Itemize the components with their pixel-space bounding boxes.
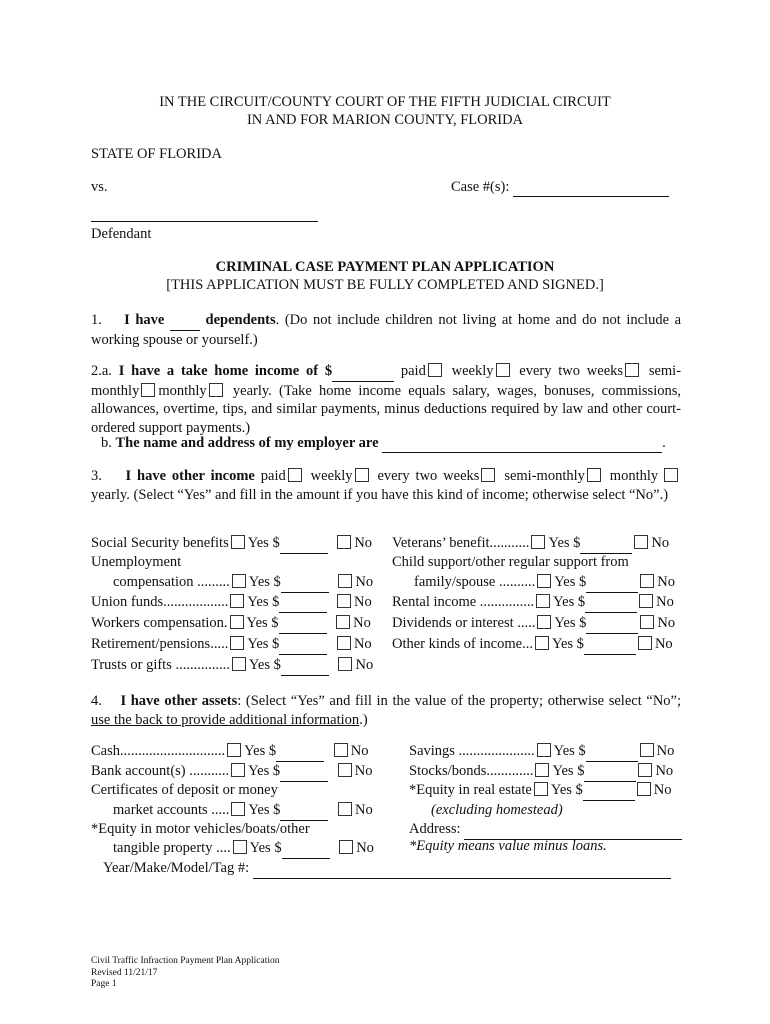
asset-label: Stocks/bonds............. <box>409 763 534 779</box>
asset-real-estate <box>409 781 672 800</box>
q2-weekly-checkbox[interactable] <box>428 363 442 377</box>
q4-note: : (Select “Yes” and fill in the value of the property; otherwise select “No”; <box>237 693 681 709</box>
yes-label: Yes $ <box>554 574 587 590</box>
q4-back-note: use the back to provide additional information <box>91 711 360 728</box>
asset-label: *Equity in motor vehicles/boats/other <box>91 821 310 837</box>
yes-checkbox[interactable] <box>531 535 545 549</box>
no-checkbox[interactable] <box>639 594 653 608</box>
q3-monthly-label: monthly <box>609 468 659 484</box>
state-label: STATE OF FLORIDA <box>91 146 222 162</box>
no-label: No <box>656 594 674 610</box>
yes-checkbox[interactable] <box>231 763 245 777</box>
asset-certificates-label <box>91 781 278 800</box>
q2-every-two-weeks-label: every two weeks <box>519 363 624 379</box>
income-label: Other kinds of income... <box>392 636 533 652</box>
footer-form-name: Civil Traffic Infraction Payment Plan Application <box>91 956 280 966</box>
q4-number: 4. <box>91 693 102 709</box>
income-label: Veterans’ benefit........... <box>392 535 530 551</box>
yes-checkbox[interactable] <box>232 574 246 588</box>
yes-label: Yes $ <box>247 636 280 652</box>
amount-blank[interactable] <box>586 614 638 634</box>
q2-semi-label: semi- <box>648 363 682 379</box>
yes-checkbox[interactable] <box>535 636 549 650</box>
form-subtitle: [THIS APPLICATION MUST BE FULLY COMPLETED AND SIGNED.] <box>166 277 604 293</box>
no-checkbox[interactable] <box>637 782 651 796</box>
amount-blank[interactable] <box>279 614 327 634</box>
amount-blank[interactable] <box>584 762 636 782</box>
q1-note: . (Do not include children not living at home and do not include a working spouse or yourself.) <box>91 312 682 348</box>
income-dividends-interest <box>392 614 675 633</box>
q3-note: (Select “Yes” and fill in the amount if you have this kind of income; otherwise select “No”.) <box>133 486 669 503</box>
yes-label: Yes $ <box>554 615 587 631</box>
no-label: No <box>354 535 373 551</box>
no-checkbox[interactable] <box>338 657 352 671</box>
yes-label: Yes $ <box>550 782 583 798</box>
q3-weekly-label: weekly <box>310 468 353 484</box>
asset-label: tangible property .... <box>113 840 231 856</box>
no-label: No <box>354 763 373 779</box>
q2-number: 2.a. <box>91 363 112 379</box>
no-checkbox[interactable] <box>334 743 348 757</box>
q2-monthly-label: monthly <box>158 382 207 399</box>
no-label: No <box>355 574 374 590</box>
q3-yearly-checkbox[interactable] <box>664 468 678 482</box>
asset-savings <box>409 742 674 761</box>
yes-label: Yes $ <box>247 594 280 610</box>
income-label: Unemployment <box>91 554 182 570</box>
income-union-funds <box>91 593 372 612</box>
amount-blank[interactable] <box>276 742 324 762</box>
yes-checkbox[interactable] <box>231 535 245 549</box>
no-checkbox[interactable] <box>336 615 350 629</box>
take-home-income-blank[interactable] <box>332 362 394 382</box>
asset-label: Certificates of deposit or money <box>91 782 278 798</box>
income-unemployment-compensation <box>113 573 373 592</box>
question-4 <box>91 692 681 729</box>
income-label: Union funds.................. <box>91 594 229 610</box>
asset-label: Cash............................. <box>91 743 226 759</box>
income-child-support-label <box>392 553 629 572</box>
court-header-line2: IN AND FOR MARION COUNTY, FLORIDA <box>246 112 524 128</box>
amount-blank[interactable] <box>280 534 328 554</box>
no-label: No <box>355 657 374 673</box>
no-label: No <box>657 574 675 590</box>
income-label: Dividends or interest ..... <box>392 615 536 631</box>
yes-label: Yes $ <box>248 657 281 673</box>
question-3 <box>91 467 681 504</box>
q2-yearly-label: yearly. <box>232 382 272 399</box>
q1-number: 1. <box>91 312 102 328</box>
no-label: No <box>353 636 372 652</box>
footer-page-number: Page 1 <box>91 979 117 989</box>
no-label: No <box>354 802 373 818</box>
asset-bank-accounts <box>91 762 372 781</box>
no-label: No <box>657 615 676 631</box>
vehicle-details-field <box>103 859 671 878</box>
q2b-text: The name and address of my employer are <box>115 435 379 451</box>
no-checkbox[interactable] <box>339 840 353 854</box>
q2-note: (Take home income equals salary, wages, bonuses, commissions, allowances, overtime, tips, and similar payments, minus deductions required by law and other court-ordered support payments.) <box>91 382 681 436</box>
q2-weekly-label: weekly <box>451 363 494 379</box>
no-checkbox[interactable] <box>638 636 652 650</box>
yes-label: Yes $ <box>248 763 281 779</box>
asset-tangible-property <box>113 839 374 858</box>
defendant-name-blank[interactable] <box>91 205 318 222</box>
yes-checkbox[interactable] <box>232 657 246 671</box>
no-label: No <box>655 763 674 779</box>
amount-blank[interactable] <box>584 635 636 655</box>
yes-checkbox[interactable] <box>230 615 244 629</box>
q3-paid-label: paid <box>260 468 286 484</box>
no-label: No <box>350 743 369 759</box>
asset-motor-vehicles-label <box>91 820 310 839</box>
no-checkbox[interactable] <box>337 535 351 549</box>
excluding-homestead-note: (excluding homestead) <box>431 802 563 818</box>
yes-label: Yes $ <box>248 802 281 818</box>
income-label: family/spouse .......... <box>414 574 536 590</box>
footer-revised: Revised 11/21/17 <box>91 967 158 978</box>
address-label: Address: <box>409 821 461 837</box>
income-label: Workers compensation. <box>91 615 228 631</box>
yes-checkbox[interactable] <box>537 615 551 629</box>
question-2b <box>101 435 666 453</box>
income-trusts-gifts <box>91 656 373 675</box>
q3-yearly-label: yearly. <box>91 486 130 503</box>
income-label: Rental income ............... <box>392 594 535 610</box>
amount-blank[interactable] <box>281 573 329 593</box>
no-label: No <box>654 636 673 652</box>
q3-every-two-weeks-checkbox[interactable] <box>355 468 369 482</box>
q2b-end: . <box>662 435 666 451</box>
yes-label: Yes $ <box>246 615 279 631</box>
income-social-security <box>91 534 372 553</box>
yes-checkbox[interactable] <box>227 743 241 757</box>
yes-checkbox[interactable] <box>536 594 550 608</box>
no-checkbox[interactable] <box>338 574 352 588</box>
q2-monthly-checkbox[interactable] <box>141 383 155 397</box>
asset-label: Savings ..................... <box>409 743 535 759</box>
income-unemployment-label <box>91 553 181 572</box>
yes-label: Yes $ <box>553 594 586 610</box>
amount-blank[interactable] <box>585 593 637 613</box>
q2-yearly-checkbox[interactable] <box>209 383 223 397</box>
q2-semimonthly-checkbox[interactable] <box>625 363 639 377</box>
no-checkbox[interactable] <box>634 535 648 549</box>
no-label: No <box>353 594 372 610</box>
amount-blank[interactable] <box>279 593 327 613</box>
q3-weekly-checkbox[interactable] <box>288 468 302 482</box>
form-title: CRIMINAL CASE PAYMENT PLAN APPLICATION <box>215 259 555 275</box>
defendant-label: Defendant <box>91 226 152 242</box>
yes-label: Yes $ <box>249 840 282 856</box>
no-label: No <box>651 535 670 551</box>
no-checkbox[interactable] <box>337 594 351 608</box>
dependents-count-blank[interactable] <box>170 311 200 331</box>
q3-every-two-weeks-label: every two weeks <box>377 468 480 484</box>
q2-paid-label: paid <box>400 363 426 379</box>
q4-lead: I have other assets <box>120 693 238 709</box>
amount-blank[interactable] <box>583 781 635 801</box>
income-label: compensation ......... <box>113 574 230 590</box>
income-label: Trusts or gifts ............... <box>91 657 230 673</box>
q2-semimonthly-cont: monthly <box>91 382 140 399</box>
employer-name-address-blank[interactable] <box>382 435 662 453</box>
q1-lead: I have <box>124 312 165 328</box>
asset-market-accounts <box>113 801 373 820</box>
q2b-label: b. <box>101 435 112 451</box>
no-checkbox[interactable] <box>338 763 352 777</box>
q3-semimonthly-label: semi-monthly <box>504 468 585 484</box>
q3-number: 3. <box>91 468 102 484</box>
amount-blank[interactable] <box>586 573 638 593</box>
no-label: No <box>653 782 672 798</box>
no-checkbox[interactable] <box>337 636 351 650</box>
yes-label: Yes $ <box>553 743 586 759</box>
q3-lead: I have other income <box>125 468 255 484</box>
equity-definition-note: *Equity means value minus loans. <box>409 838 607 854</box>
no-label: No <box>356 840 374 856</box>
income-label: Social Security benefits <box>91 535 229 551</box>
income-family-spouse <box>414 573 675 592</box>
no-checkbox[interactable] <box>338 802 352 816</box>
case-number-label: Case #(s): <box>451 179 510 195</box>
q3-monthly-checkbox[interactable] <box>587 468 601 482</box>
asset-stocks-bonds <box>409 762 673 781</box>
yes-checkbox[interactable] <box>534 782 548 796</box>
q3-semimonthly-checkbox[interactable] <box>481 468 495 482</box>
yes-checkbox[interactable] <box>537 574 551 588</box>
amount-blank[interactable] <box>279 635 327 655</box>
yes-checkbox[interactable] <box>233 840 247 854</box>
yes-label: Yes $ <box>548 535 581 551</box>
income-workers-compensation <box>91 614 371 633</box>
question-1 <box>91 311 681 349</box>
yes-checkbox[interactable] <box>535 763 549 777</box>
court-header-line1: IN THE CIRCUIT/COUNTY COURT OF THE FIFTH JUDICIAL CIRCUIT <box>159 94 611 110</box>
q1-dependents-label: dependents <box>205 312 276 328</box>
income-veterans-benefit <box>392 534 669 553</box>
yes-checkbox[interactable] <box>537 743 551 757</box>
no-checkbox[interactable] <box>640 574 654 588</box>
yes-label: Yes $ <box>247 535 280 551</box>
yes-checkbox[interactable] <box>230 636 244 650</box>
asset-label: *Equity in real estate <box>409 782 532 798</box>
q2-lead: I have a take home income of $ <box>118 363 333 379</box>
year-make-model-tag-blank[interactable] <box>253 859 671 879</box>
amount-blank[interactable] <box>580 534 632 554</box>
no-checkbox[interactable] <box>640 615 654 629</box>
year-make-label: Year/Make/Model/Tag #: <box>103 860 250 876</box>
question-2a <box>91 362 681 437</box>
no-label: No <box>353 615 371 631</box>
asset-label: Bank account(s) ........... <box>91 763 230 779</box>
amount-blank[interactable] <box>586 742 638 762</box>
yes-label: Yes $ <box>244 743 277 759</box>
case-number-field[interactable] <box>451 179 669 197</box>
income-label: Retirement/pensions..... <box>91 636 229 652</box>
asset-label: market accounts ..... <box>113 802 230 818</box>
q2-every-two-weeks-checkbox[interactable] <box>496 363 510 377</box>
yes-label: Yes $ <box>551 636 584 652</box>
yes-label: Yes $ <box>248 574 281 590</box>
income-retirement-pensions <box>91 635 372 654</box>
amount-blank[interactable] <box>280 762 328 782</box>
asset-cash <box>91 742 368 761</box>
amount-blank[interactable] <box>280 801 328 821</box>
yes-label: Yes $ <box>552 763 585 779</box>
yes-checkbox[interactable] <box>231 802 245 816</box>
yes-checkbox[interactable] <box>230 594 244 608</box>
amount-blank[interactable] <box>282 839 330 859</box>
no-label: No <box>656 743 675 759</box>
amount-blank[interactable] <box>281 656 329 676</box>
q4-note-end: .) <box>359 711 368 728</box>
income-label: Child support/other regular support from <box>392 554 629 570</box>
income-rental <box>392 593 674 612</box>
no-checkbox[interactable] <box>640 743 654 757</box>
footer <box>91 956 279 991</box>
vs-label: vs. <box>91 179 108 195</box>
case-number-blank[interactable] <box>513 179 669 197</box>
income-other-kinds <box>392 635 673 654</box>
no-checkbox[interactable] <box>638 763 652 777</box>
